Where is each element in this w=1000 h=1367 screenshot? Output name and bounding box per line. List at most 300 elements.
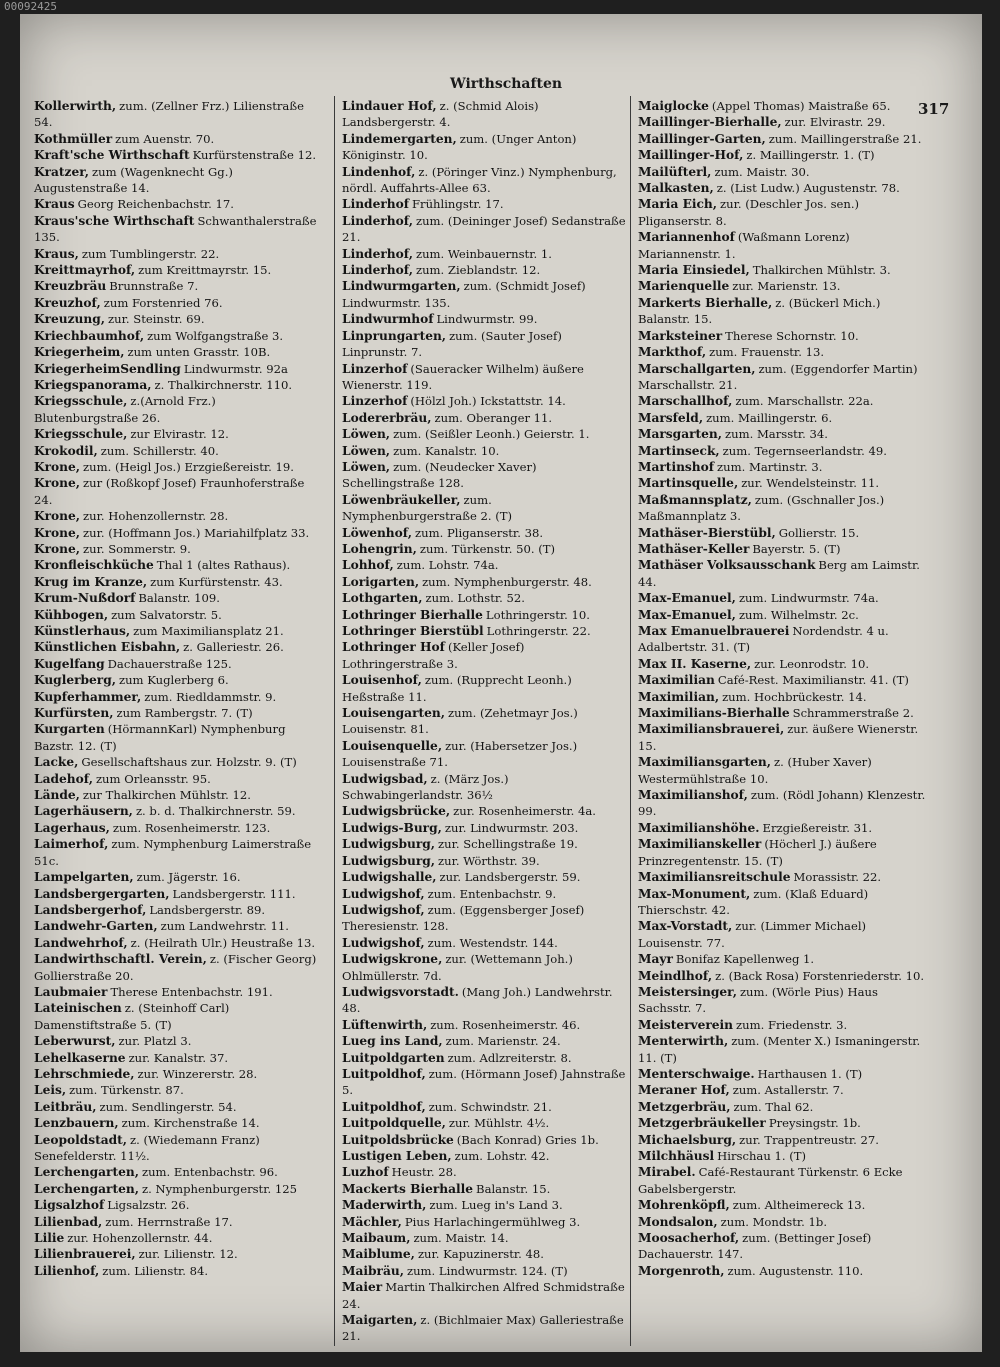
entry-name: Linderhof, <box>342 246 413 261</box>
entry-detail: z. (Bückerl Mich.) Balanstr. 15. <box>638 295 881 327</box>
directory-entry <box>34 590 318 606</box>
directory-entry <box>342 361 626 394</box>
entry-name: Markthof, <box>638 345 707 360</box>
directory-entry <box>638 344 930 360</box>
entry-name: Landwehr-Garten, <box>34 919 158 934</box>
entry-detail: zur. (Hoffmann Jos.) Mariahilfplatz 33. <box>83 525 310 540</box>
directory-entry <box>342 607 626 623</box>
directory-entry <box>638 393 930 409</box>
entry-name: Marksteiner <box>638 328 723 343</box>
directory-entry <box>342 443 626 459</box>
directory-entry <box>34 344 318 360</box>
entry-detail: Landsbergerstr. 111. <box>172 886 296 901</box>
directory-entry <box>34 721 318 754</box>
entry-detail: zum. (Menter X.) Ismaningerstr. 11. (T) <box>638 1034 921 1065</box>
entry-detail: zum. (Bettinger Josef) Dachauerstr. 147. <box>638 1231 872 1262</box>
directory-entry <box>638 180 930 196</box>
entry-detail: zum. Lilienstr. 84. <box>102 1263 209 1278</box>
entry-name: Ludwigsburg, <box>342 853 436 868</box>
entry-detail: Gesellschaftshaus zur. Holzstr. 9. (T) <box>81 755 297 770</box>
entry-name: Morgenroth, <box>638 1263 725 1278</box>
entry-detail: (Mang Joh.) Landwehrstr. 48. <box>342 984 613 1016</box>
entry-detail: z. (Steinhoff Carl) Damenstiftstraße 5. (T) <box>34 1001 230 1032</box>
entry-name: Maßmannsplatz, <box>638 492 752 507</box>
directory-entry <box>342 328 626 361</box>
entry-name: Kriechbaumhof, <box>34 328 145 343</box>
entry-name: Maillinger-Hof, <box>638 148 744 163</box>
entry-name: Lacke, <box>34 755 79 770</box>
directory-entry <box>34 557 318 573</box>
entry-detail: zum. Türkenstr. 87. <box>69 1083 184 1098</box>
directory-entry <box>342 574 626 590</box>
entry-detail: zum. Oberanger 11. <box>434 410 553 425</box>
directory-entry <box>34 1066 318 1082</box>
directory-entry <box>34 311 318 327</box>
directory-entry <box>34 1246 318 1262</box>
entry-detail: zum. Tegernseerlandstr. 49. <box>722 443 887 458</box>
entry-detail: zur Elvirastr. 12. <box>130 427 229 442</box>
entry-name: Maibräu, <box>342 1263 404 1278</box>
entry-detail: zum. Hochbrückestr. 14. <box>722 689 867 704</box>
directory-entry <box>34 902 318 918</box>
directory-entry <box>638 754 930 787</box>
entry-name: Lerchengarten, <box>34 1165 139 1180</box>
entry-name: Lerchengarten, <box>34 1181 139 1196</box>
entry-detail: zur. Kapuzinerstr. 48. <box>417 1247 544 1262</box>
entry-detail: zum. (Wörle Pius) Haus Sachsstr. 7. <box>638 984 878 1016</box>
entry-detail: (Saueracker Wilhelm) äußere Wienerstr. 119. <box>342 361 584 392</box>
directory-entry <box>342 869 626 885</box>
entry-detail: zum. (Seißler Leonh.) Geierstr. 1. <box>393 427 590 442</box>
entry-detail: Berg am Laimstr. 44. <box>638 558 920 589</box>
entry-name: Lorigarten, <box>342 574 420 589</box>
entry-name: Kurgarten <box>34 722 105 737</box>
entry-detail: Dachauerstraße 125. <box>107 656 232 671</box>
entry-name: Louisenhof, <box>342 673 422 688</box>
entry-detail: zum Maximiliansplatz 21. <box>133 624 284 638</box>
entry-detail: zum. Friedenstr. 3. <box>736 1017 848 1032</box>
entry-detail: zur. Leonrodstr. 10. <box>754 656 870 671</box>
entry-name: Kothmüller <box>34 131 113 146</box>
entry-detail: zum. Frauenstr. 13. <box>709 345 825 360</box>
directory-entry <box>34 705 318 721</box>
directory-entry <box>34 886 318 902</box>
directory-entry <box>34 787 318 803</box>
entry-detail: zum Salvatorstr. 5. <box>111 607 222 622</box>
directory-entry <box>34 131 318 147</box>
directory-entry <box>34 1197 318 1213</box>
column-divider <box>630 96 631 1346</box>
directory-entry <box>342 1066 626 1099</box>
entry-name: Maigarten, <box>342 1313 418 1328</box>
entry-name: Maximilianskeller <box>638 837 762 852</box>
entry-name: Malkasten, <box>638 181 714 196</box>
entry-detail: zum. (Schmidt Josef) Lindwurmstr. 135. <box>342 279 586 310</box>
entry-detail: z. (Bichlmaier Max) Galleriestraße 21. <box>342 1313 624 1344</box>
entry-name: Marschallhof, <box>638 394 733 409</box>
entry-name: Kriegsschule, <box>34 394 128 409</box>
entry-name: Lothgarten, <box>342 591 423 606</box>
entry-name: Max-Monument, <box>638 886 751 901</box>
entry-name: Ludwigskrone, <box>342 952 443 967</box>
entry-detail: zum. (Eggensberger Josef) Theresienstr. 128. <box>342 902 585 934</box>
directory-entry <box>342 410 626 426</box>
entry-detail: zum. Weinbauernstr. 1. <box>415 246 552 261</box>
entry-name: Leitbräu, <box>34 1099 97 1114</box>
directory-entry <box>638 656 930 672</box>
directory-entry <box>638 721 930 754</box>
entry-name: Krone, <box>34 459 81 474</box>
directory-entry <box>342 1214 626 1230</box>
entry-detail: Therese Schornstr. 10. <box>725 328 859 343</box>
directory-entry <box>34 1000 318 1033</box>
directory-entry <box>34 935 318 951</box>
entry-detail: zum. (Zehetmayr Jos.) Louisenstr. 81. <box>342 706 578 737</box>
directory-entry <box>34 443 318 459</box>
directory-entry <box>34 361 318 377</box>
entry-detail: (Waßmann Lorenz) Mariannenstr. 1. <box>638 230 850 261</box>
directory-entry <box>34 541 318 557</box>
directory-entry <box>638 1214 930 1230</box>
entry-detail: zum. Entenbachstr. 9. <box>427 886 557 901</box>
column-divider <box>334 96 335 1346</box>
entry-name: Lindwurmhof <box>342 312 434 327</box>
entry-detail: zum Kuglerberg 6. <box>118 673 229 688</box>
directory-entry <box>342 1017 626 1033</box>
entry-detail: zum. (Heigl Jos.) Erzgießereistr. 19. <box>83 459 294 474</box>
directory-entry <box>34 771 318 787</box>
directory-entry <box>342 557 626 573</box>
entry-detail: zum Auenstr. 70. <box>115 131 215 146</box>
directory-entry <box>34 295 318 311</box>
page-number: 317 <box>918 100 950 118</box>
directory-entry <box>34 1164 318 1180</box>
entry-detail: zum. Lohstr. 74a. <box>396 558 499 573</box>
directory-entry <box>34 246 318 262</box>
entry-name: Löwen, <box>342 443 391 458</box>
entry-name: Louisenquelle, <box>342 738 443 753</box>
entry-name: Mailüfterl, <box>638 164 712 179</box>
entry-name: Kollerwirth, <box>34 99 117 113</box>
directory-entry <box>638 968 930 984</box>
entry-detail: zum. Entenbachstr. 96. <box>141 1165 278 1180</box>
directory-entry <box>34 1082 318 1098</box>
entry-name: Max Emanuelbrauerei <box>638 624 790 638</box>
entry-detail: z. Thalkirchnerstr. 110. <box>154 377 293 392</box>
entry-detail: zum Kurfürstenstr. 43. <box>150 574 283 589</box>
entry-name: Luzhof <box>342 1165 389 1180</box>
entry-detail: Pius Harlachingermühlweg 3. <box>404 1214 581 1229</box>
entry-detail: zum. (Hörmann Josef) Jahnstraße 5. <box>342 1066 626 1098</box>
entry-name: Maillinger-Bierhalle, <box>638 115 782 130</box>
entry-name: Menterwirth, <box>638 1034 729 1049</box>
entry-name: Ligsalzhof <box>34 1198 105 1213</box>
directory-entry <box>638 951 930 967</box>
directory-entry <box>638 1148 930 1164</box>
entry-detail: zur. (Deschler Jos. sen.) Pliganserstr. 8. <box>638 197 860 228</box>
entry-name: Martinsquelle, <box>638 476 739 491</box>
entry-name: Lenzbauern, <box>34 1116 119 1131</box>
entry-name: Ludwigsburg, <box>342 837 436 852</box>
entry-name: Max II. Kaserne, <box>638 656 752 671</box>
entry-name: Ludwigsbrücke, <box>342 804 451 819</box>
directory-entry <box>638 229 930 262</box>
directory-entry <box>342 1050 626 1066</box>
directory-entry <box>34 1132 318 1165</box>
entry-name: Krone, <box>34 509 81 524</box>
entry-detail: Erzgießereistr. 31. <box>762 820 873 835</box>
directory-entry <box>342 164 626 197</box>
directory-entry <box>638 541 930 557</box>
entry-name: Lehrschmiede, <box>34 1066 135 1081</box>
entry-name: Kraus, <box>34 246 79 261</box>
directory-entry <box>342 459 626 492</box>
directory-entry <box>34 574 318 590</box>
directory-entry <box>638 1099 930 1115</box>
entry-detail: zur. Steinstr. 69. <box>108 312 205 327</box>
entry-detail: zur. Marienstr. 13. <box>732 279 841 294</box>
directory-entry <box>34 328 318 344</box>
directory-entry <box>638 196 930 229</box>
entry-name: Metzgerbräukeller <box>638 1116 766 1131</box>
entry-detail: Georg Reichenbachstr. 17. <box>77 197 234 212</box>
directory-entry <box>342 1115 626 1131</box>
entry-detail: zum. Lindwurmstr. 124. (T) <box>406 1263 568 1278</box>
directory-entry <box>638 278 930 294</box>
entry-name: Luitpoldquelle, <box>342 1116 446 1131</box>
directory-entry <box>34 836 318 869</box>
entry-name: Kreittmayrhof, <box>34 263 136 278</box>
entry-name: Max-Emanuel, <box>638 607 736 622</box>
entry-name: Leopoldstadt, <box>34 1132 128 1147</box>
entry-name: Mächler, <box>342 1214 402 1229</box>
entry-detail: zum. Nymphenburg Laimerstraße 51c. <box>34 837 312 868</box>
entry-name: Lilienhof, <box>34 1263 100 1278</box>
directory-entry <box>34 820 318 836</box>
entry-detail: zur. Lindwurmstr. 203. <box>444 820 579 835</box>
entry-name: Maximilians-Bierhalle <box>638 706 790 721</box>
entry-detail: zum. (Deininger Josef) Sedanstraße 21. <box>342 213 626 245</box>
entry-name: Lindenhof, <box>342 164 416 179</box>
directory-page <box>20 14 982 1352</box>
entry-name: Kupferhammer, <box>34 689 142 704</box>
entry-detail: zur. Schellingstraße 19. <box>438 837 578 852</box>
entry-detail: Martin Thalkirchen Alfred Schmidstraße 24. <box>342 1280 625 1311</box>
directory-entry <box>638 147 930 163</box>
entry-detail: zur. Elvirastr. 29. <box>784 115 886 130</box>
entry-name: Laubmaier <box>34 984 108 999</box>
entry-detail: zum. Westendstr. 144. <box>427 935 558 950</box>
entry-name: Mirabel. <box>638 1165 696 1180</box>
entry-name: Maiblume, <box>342 1247 415 1262</box>
entry-name: Leis, <box>34 1083 67 1098</box>
entry-name: Ludwigsbad, <box>342 771 428 786</box>
entry-name: Krone, <box>34 476 81 491</box>
directory-entry <box>34 1115 318 1131</box>
entry-detail: z. (März Jos.) Schwabingerlandstr. 36½ <box>342 771 509 803</box>
entry-name: Landsbergerhof, <box>34 902 147 917</box>
entry-name: Lueg ins Land, <box>342 1034 443 1049</box>
directory-entry <box>34 607 318 623</box>
entry-detail: zur. (Wettemann Joh.) Ohlmüllerstr. 7d. <box>342 952 573 983</box>
entry-detail: zum. Herrnstraße 17. <box>105 1214 233 1229</box>
directory-entry <box>638 1066 930 1082</box>
directory-entry <box>638 164 930 180</box>
entry-detail: zum. Altheimereck 13. <box>732 1198 866 1213</box>
directory-entry <box>342 771 626 804</box>
entry-name: Maximiliansbrauerei, <box>638 722 785 737</box>
entry-name: Kriegerheim, <box>34 345 125 360</box>
directory-entry <box>342 738 626 771</box>
directory-entry <box>342 541 626 557</box>
entry-name: Lateinischen <box>34 1001 122 1016</box>
entry-detail: Thal 1 (altes Rathaus). <box>156 558 291 573</box>
directory-entry <box>34 147 318 163</box>
directory-entry <box>34 426 318 442</box>
entry-detail: zur. Sommerstr. 9. <box>83 541 191 556</box>
entry-name: Maximilian <box>638 673 715 688</box>
entry-name: Luitpoldgarten <box>342 1050 445 1065</box>
entry-name: Kühbogen, <box>34 607 109 622</box>
entry-name: Metzgerbräu, <box>638 1099 731 1114</box>
directory-entry <box>342 886 626 902</box>
entry-name: Mariannenhof <box>638 230 735 245</box>
entry-detail: (Bach Konrad) Gries 1b. <box>456 1132 599 1147</box>
directory-entry <box>638 475 930 491</box>
entry-name: Maximiliansreitschule <box>638 870 791 885</box>
entry-name: Landwirthschaftl. Verein, <box>34 952 207 967</box>
entry-name: Ludwigs-Burg, <box>342 820 442 835</box>
entry-detail: z. (Fischer Georg) Gollierstraße 20. <box>34 952 317 983</box>
directory-entry <box>638 114 930 130</box>
directory-entry <box>638 1017 930 1033</box>
entry-detail: zur. Kanalstr. 37. <box>128 1050 229 1065</box>
entry-detail: zum Wolfgangstraße 3. <box>147 328 284 343</box>
entry-name: Maier <box>342 1280 383 1295</box>
entry-detail: (HörmannKarl) Nymphenburg Bazstr. 12. (T) <box>34 722 286 753</box>
directory-entry <box>638 869 930 885</box>
entry-detail: zum. Schwindstr. 21. <box>428 1099 552 1114</box>
entry-detail: zum. Jägerstr. 16. <box>136 870 241 885</box>
entry-detail: zum. Astallerstr. 7. <box>732 1083 844 1098</box>
entry-detail: zum. Marsstr. 34. <box>725 427 828 442</box>
directory-entry <box>638 820 930 836</box>
entry-name: Krum-Nußdorf <box>34 591 136 606</box>
entry-detail: zur. Wörthstr. 39. <box>438 853 540 868</box>
directory-entry <box>34 98 318 131</box>
directory-entry <box>342 672 626 705</box>
directory-entry <box>342 1312 626 1345</box>
directory-entry <box>638 131 930 147</box>
entry-name: Lilienbad, <box>34 1214 103 1229</box>
entry-detail: z.(Arnold Frz.) Blutenburgstraße 26. <box>34 394 216 425</box>
directory-entry <box>638 262 930 278</box>
entry-detail: zum. Riedldammstr. 9. <box>144 689 277 704</box>
entry-detail: zum. (Sauter Josef) Linprunstr. 7. <box>342 328 562 360</box>
entry-detail: zur. Winzererstr. 28. <box>137 1066 258 1081</box>
entry-name: Luitpoldhof, <box>342 1066 426 1081</box>
directory-entry <box>342 1132 626 1148</box>
entry-detail: Hirschau 1. (T) <box>717 1149 807 1163</box>
entry-name: Lindemergarten, <box>342 131 457 146</box>
entry-name: Leberwurst, <box>34 1034 116 1049</box>
directory-entry <box>342 1230 626 1246</box>
entry-detail: zum Landwehrstr. 11. <box>160 919 289 934</box>
directory-entry <box>342 590 626 606</box>
directory-entry <box>638 361 930 394</box>
directory-entry <box>34 475 318 508</box>
entry-name: Ludwigshalle, <box>342 870 437 885</box>
directory-entry <box>34 196 318 212</box>
entry-name: Maximilianshöhe. <box>638 820 760 835</box>
entry-name: Linzerhof <box>342 394 408 409</box>
entry-name: Kreuzung, <box>34 312 106 327</box>
entry-name: Kraus <box>34 197 75 212</box>
entry-detail: z. (Wiedemann Franz) Senefelderstr. 11½. <box>34 1132 260 1163</box>
directory-entry <box>342 1246 626 1262</box>
entry-name: Moosacherhof, <box>638 1231 740 1246</box>
entry-name: Lehelkaserne <box>34 1050 126 1065</box>
directory-entry <box>342 525 626 541</box>
entry-detail: Harthausen 1. (T) <box>757 1066 863 1081</box>
entry-detail: z. (Schmid Alois) Landsbergerstr. 4. <box>342 99 539 130</box>
entry-detail: zum. Maillingerstraße 21. <box>768 131 922 146</box>
entry-detail: zum. Wilhelmstr. 2c. <box>738 607 859 622</box>
entry-detail: zum. Marschallstr. 22a. <box>735 394 874 409</box>
directory-entry <box>638 705 930 721</box>
directory-entry <box>34 164 318 197</box>
entry-detail: zur. Trappentreustr. 27. <box>739 1132 879 1147</box>
entry-name: Marschallgarten, <box>638 361 756 376</box>
directory-entry <box>342 1197 626 1213</box>
directory-entry <box>342 278 626 311</box>
entry-name: Kronfleischküche <box>34 558 154 573</box>
directory-entry <box>638 492 930 525</box>
directory-entry <box>342 262 626 278</box>
entry-detail: Balanstr. 109. <box>138 591 220 606</box>
entry-name: Maximiliansgarten, <box>638 755 772 770</box>
entry-detail: z. Nymphenburgerstr. 125 <box>141 1181 297 1196</box>
directory-entry <box>34 1230 318 1246</box>
entry-name: Max-Emanuel, <box>638 591 736 606</box>
entry-detail: Thalkirchen Mühlstr. 3. <box>752 263 891 278</box>
entry-detail: z. b. d. Thalkirchnerstr. 59. <box>135 804 296 819</box>
directory-entry <box>342 902 626 935</box>
entry-name: Ludwigshof, <box>342 886 425 901</box>
entry-name: Kratzer, <box>34 164 89 179</box>
entry-name: Max-Vorstadt, <box>638 919 733 934</box>
entry-name: Linprungarten, <box>342 328 447 343</box>
entry-name: Luitpoldsbrücke <box>342 1132 454 1147</box>
directory-entry <box>638 1115 930 1131</box>
entry-detail: zur. Hohenzollernstr. 44. <box>67 1231 213 1246</box>
entry-name: Lothringer Bierhalle <box>342 607 483 622</box>
entry-detail: zum unten Grasstr. 10B. <box>127 345 271 360</box>
entry-name: Luitpoldhof, <box>342 1099 426 1114</box>
entry-detail: Nordendstr. 4 u. Adalbertstr. 31. (T) <box>638 624 889 655</box>
entry-name: Maderwirth, <box>342 1198 427 1213</box>
entry-detail: Kurfürstenstraße 12. <box>192 148 317 163</box>
entry-detail: zum. Martinstr. 3. <box>717 459 823 474</box>
directory-entry <box>34 672 318 688</box>
entry-detail: zum. (Rödl Johann) Klenzestr. 99. <box>638 788 926 819</box>
entry-name: Mathäser Volksausschank <box>638 558 816 573</box>
directory-entry <box>34 1050 318 1066</box>
entry-name: Löwen, <box>342 459 391 474</box>
entry-name: Künstlerhaus, <box>34 624 131 638</box>
entry-detail: zur. Mühlstr. 4½. <box>448 1116 550 1131</box>
entry-name: Kraus'sche Wirthschaft <box>34 213 195 228</box>
